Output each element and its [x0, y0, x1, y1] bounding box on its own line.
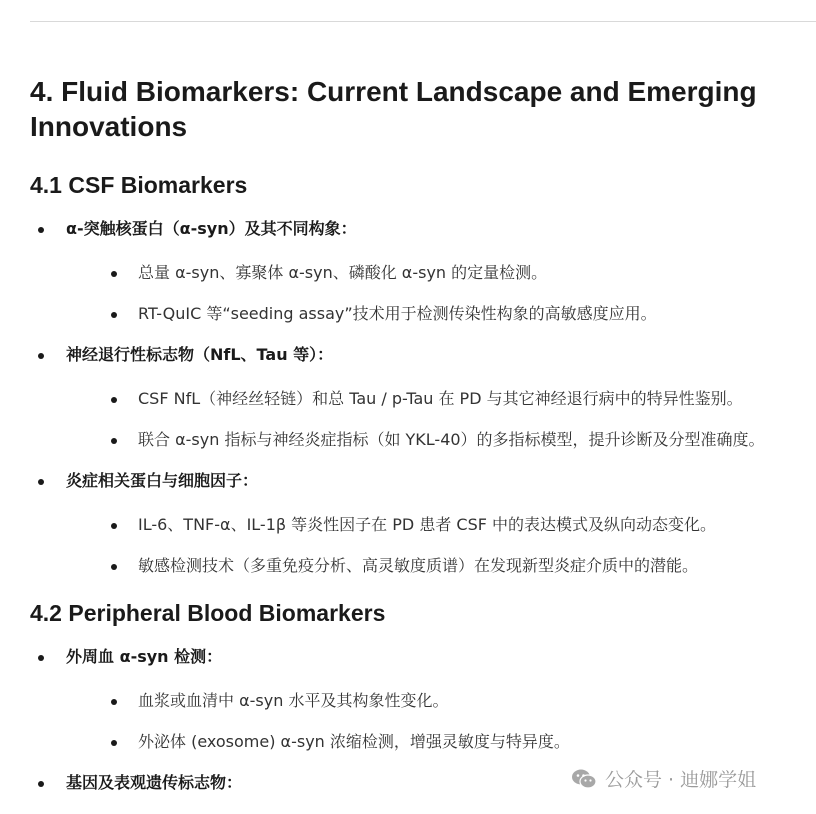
sub-list-item: [66, 730, 800, 754]
sub-list-item: [66, 513, 800, 537]
sub-list-item-text: 联合 α-syn 指标与神经炎症指标（如 YKL-40）的多指标模型，提升诊断及分型准确度。: [138, 430, 765, 449]
bullet-icon: [38, 353, 44, 359]
list-item-label: α-突触核蛋白（α-syn）及其不同构象：: [66, 219, 357, 238]
wechat-icon: [571, 767, 597, 791]
watermark-text: 公众号 · 迪娜学姐: [605, 769, 757, 791]
bullet-icon: [38, 781, 44, 787]
sub-list-item-text: CSF NfL（神经丝轻链）和总 Tau / p-Tau 在 PD 与其它神经退行病中的特异性鉴别。: [138, 389, 743, 408]
bullet-icon: [38, 227, 44, 233]
sub-list-item: [66, 554, 800, 578]
sub-list-item-text: IL-6、TNF-α、IL-1β 等炎性因子在 PD 患者 CSF 中的表达模式及纵向动态变化。: [138, 515, 717, 534]
sub-list-item: [66, 261, 800, 285]
sub-list: [66, 261, 800, 326]
bullet-icon: [111, 312, 117, 318]
csf-biomarker-list: [30, 217, 800, 578]
list-item: [30, 217, 800, 326]
watermark: [571, 765, 756, 792]
sub-list: [66, 387, 800, 452]
sub-list-item: [66, 428, 800, 452]
list-item-label: 基因及表观遗传标志物：: [66, 773, 243, 792]
subsection-heading-csf: 4.1 CSF Biomarkers: [30, 172, 248, 198]
section-heading: 4. Fluid Biomarkers: Current Landscape and Emerging Innovations: [30, 76, 757, 142]
list-item-label: 外周血 α-syn 检测：: [66, 647, 223, 666]
list-item: [30, 469, 800, 578]
top-divider: [30, 21, 816, 22]
list-item: [30, 343, 800, 452]
article-content: [30, 74, 800, 795]
bullet-icon: [111, 564, 117, 570]
bullet-icon: [111, 271, 117, 277]
bullet-icon: [111, 438, 117, 444]
bullet-icon: [111, 699, 117, 705]
sub-list-item-text: 血浆或血清中 α-syn 水平及其构象性变化。: [138, 691, 449, 710]
bullet-icon: [38, 655, 44, 661]
bullet-icon: [111, 523, 117, 529]
sub-list-item: [66, 302, 800, 326]
sub-list-item-text: RT-QuIC 等“seeding assay”技术用于检测传染性构象的高敏感度应用。: [138, 304, 657, 323]
sub-list-item: [66, 689, 800, 713]
sub-list: [66, 689, 800, 754]
list-item: [30, 645, 800, 754]
sub-list-item-text: 外泌体 (exosome) α-syn 浓缩检测，增强灵敏度与特异度。: [138, 732, 570, 751]
bullet-icon: [111, 740, 117, 746]
sub-list-item-text: 总量 α-syn、寡聚体 α-syn、磷酸化 α-syn 的定量检测。: [138, 263, 548, 282]
sub-list: [66, 513, 800, 578]
bullet-icon: [111, 397, 117, 403]
sub-list-item-text: 敏感检测技术（多重免疫分析、高灵敏度质谱）在发现新型炎症介质中的潜能。: [138, 556, 699, 575]
list-item-label: 炎症相关蛋白与细胞因子：: [66, 471, 259, 490]
list-item-label: 神经退行性标志物（NfL、Tau 等）：: [66, 345, 334, 364]
bullet-icon: [38, 479, 44, 485]
sub-list-item: [66, 387, 800, 411]
subsection-heading-blood: 4.2 Peripheral Blood Biomarkers: [30, 600, 386, 626]
